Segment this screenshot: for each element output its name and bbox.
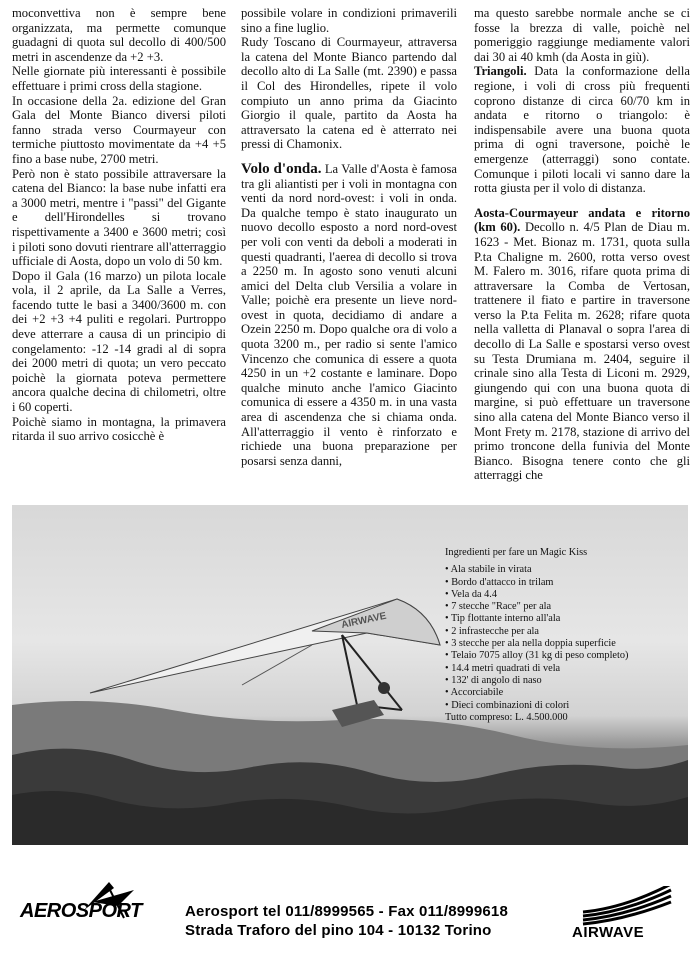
list-item: • Tip flottante interno all'ala xyxy=(445,613,628,625)
paragraph: Nelle giornate più interessanti è possibile effettuare i primi cross della stagione. xyxy=(12,64,226,93)
list-item: • Bordo d'attacco in trilam xyxy=(445,577,628,589)
contact-phone-fax: Aerosport tel 011/8999565 - Fax 011/8999618 xyxy=(185,903,508,920)
ad-ingredients xyxy=(445,547,628,724)
section-paragraph xyxy=(474,206,690,483)
section-heading: Triangoli. xyxy=(474,64,527,79)
article-column-1 xyxy=(12,6,226,444)
airwave-logo: AIRWAVE xyxy=(572,924,645,941)
list-item: • 2 infrastecche per ala xyxy=(445,626,628,638)
paragraph: Però non è stato possibile attraversare la catena del Bianco: la base nube infatti era a 3000 metri, mentre i "passi" del Gigante e dell'Hirondelles si trovano rispettivamente a 3400 e 3600 metri; così i piloti sono dovuti rientrare all'atterraggio ufficiale di Aosta, dopo un volo di 50 km. xyxy=(12,166,226,269)
section-heading: Volo d'onda. xyxy=(241,160,322,177)
paragraph: Rudy Toscano di Courmayeur, attraversa la catena del Monte Bianco partendo dal decollo alto di La Salle (mt. 2390) e passa il Col des Hirondelles, ripete il volo compiuto un anno prima da Giacinto Giorgio il quale, partito da Aosta ha attraversato la catena ed è atterrato nei pressi di Chamonix. xyxy=(241,35,457,152)
list-item: • Telaio 7075 alloy (31 kg di peso completo) xyxy=(445,650,628,662)
contact-address: Strada Traforo del pino 104 - 10132 Torino xyxy=(185,922,492,939)
paragraph: ma questo sarebbe normale anche se ci fosse la brezza di valle, poichè nel pomeriggio raggiunge mediamente valori dai 30 ai 40 kmh (da Aosta in giù). xyxy=(474,6,690,64)
section-paragraph xyxy=(241,162,457,468)
ad-footer xyxy=(0,848,700,959)
paragraph-text: Data la conformazione della regione, i voli di cross più frequenti coprono distanze di circa 60/70 km in andata e ritorno o triangolo: è indispensabile avere una buona quota prima di ogni traversone, poichè le emergenze (atterraggi) sono contate. Comunque i piloti locali vi sanno dare la rotta giusta per il volo di distanza. xyxy=(474,64,690,196)
aerosport-logo: AEROSPORT xyxy=(20,900,142,922)
list-item: • 7 stecche "Race" per ala xyxy=(445,601,628,613)
ad-list xyxy=(445,564,628,712)
paragraph: Dopo il Gala (16 marzo) un pilota locale vola, il 2 aprile, da La Salle a Verres, facendo tutte le basi a 3400/3600 m. con dei +2 +3 +4 puliti e regolari. Purtroppo deve atterrare a causa di un principio di congelamento: -12 -14 gradi al di sopra dei 2000 metri di quota; un vero peccato poichè la giornata poteva permettere ancora qualche decina di chilometri, oltre i 60 coperti. xyxy=(12,268,226,415)
list-item: • Ala stabile in virata xyxy=(445,564,628,576)
article-column-3 xyxy=(474,6,690,483)
list-item: • Dieci combinazioni di colori xyxy=(445,700,628,712)
section-paragraph xyxy=(474,64,690,195)
airwave-wave-icon xyxy=(575,886,675,926)
paragraph: Poichè siamo in montagna, la primavera ritarda il suo arrivo cosicchè è xyxy=(12,414,226,444)
ad-price: Tutto compreso: L. 4.500.000 xyxy=(445,711,568,723)
paragraph-text: La Valle d'Aosta è famosa tra gli aliantisti per i voli in montagna con venti da nord nord-ovest: i voli in onda. Da qualche tempo è stato inaugurato un nuovo decollo esposto a nord nord-ovest per voli con venti da deboli a moderati in questi quadranti, l'aerea di decollo si trova a 2250 m. In agosto sono venuti alcuni amici del Delta club Versilia a volare in Valle; poichè era presente un lieve nord-ovest in quota, decidiamo di andare a Ozein 2250 m. Dopo qualche ora di volo a quota 3200 m., per radio si sente l'amico Vincenzo che comunica di essere a quota 4250 in un +2 costante e laminare. Dopo qualche minuto anche l'amico Giacinto comunica di essere a 4350 m. in una vasta area di ascendenza che si chiama onda. All'atterraggio il vento è rinforzato e richiede una buona preparazione per posarsi senza danni, xyxy=(241,161,457,468)
ad-title: Ingredienti per fare un Magic Kiss xyxy=(445,547,588,558)
article-column-2 xyxy=(241,6,457,468)
paragraph: possibile volare in condizioni primaverili sino a fine luglio. xyxy=(241,6,457,35)
paragraph-text: Decollo n. 4/5 Plan de Diau m. 1623 - Met. Bionaz m. 1731, quota sulla P.ta Chaligne m. 2600, rotta verso ovest M. Falero m. 3016, rifare quota prima di attraversare la Comba de Vertosan, trattenere il fiato e partire in traversone verso la P.ta Felita m. 2628; rifare quota nella valletta di Planaval o sopra l'area di decollo di La Salle e spostarsi verso ovest su Testa Drumiana m. 2404, seguire il crinale sino alla Testa di Liconi m. 2929, giungendo qui con una buona quota di margine, si può effettuare un traversone sino alla catena del Monte Bianco verso il Mont Frety m. 2178, stazione di arrivo del primo troncone della funivia del Monte Bianco. Bisogna tenere conto che gli atterraggi che xyxy=(474,220,690,483)
section-heading: Aosta-Courmayeur andata e ritorno (km 60). xyxy=(474,205,690,235)
list-item: • Vela da 4.4 xyxy=(445,589,628,601)
list-item: • 3 stecche per ala nella doppia superficie xyxy=(445,638,628,650)
list-item: • 132' di angolo di naso xyxy=(445,675,628,687)
glider-label: AIRWAVE xyxy=(340,610,388,631)
paragraph: In occasione della 2a. edizione del Gran Gala del Monte Bianco diversi piloti fanno strada verso Courmayeur con termiche piuttosto movimentate da +4 +5 fino a base nube, 2700 metri. xyxy=(12,93,226,166)
list-item: • Accorciabile xyxy=(445,687,628,699)
paragraph: moconvettiva non è sempre bene organizzata, ma permette comunque guadagni di quota sul decollo di 400/500 metri in ascendenze da +2 +3. xyxy=(12,6,226,64)
list-item: • 14.4 metri quadrati di vela xyxy=(445,663,628,675)
hang-glider-photo xyxy=(12,505,688,845)
